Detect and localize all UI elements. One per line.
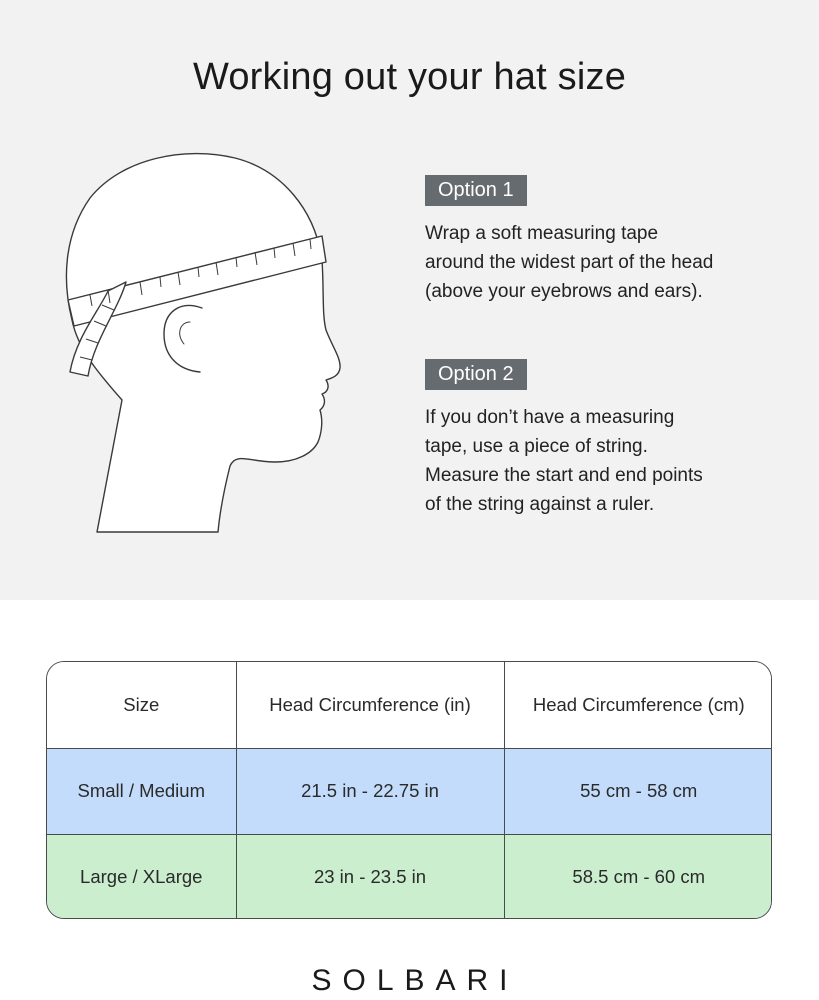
option-2-badge: Option 2 — [425, 359, 527, 390]
table-row-large-xlarge — [47, 834, 772, 919]
option-2-block — [425, 359, 785, 519]
size-chart-table — [46, 661, 772, 919]
cell-inches: 23 in - 23.5 in — [236, 834, 504, 919]
table-header-row — [47, 662, 772, 748]
cell-size: Small / Medium — [47, 748, 236, 834]
option-1-badge: Option 1 — [425, 175, 527, 206]
cell-cm: 58.5 cm - 60 cm — [504, 834, 772, 919]
head-measuring-tape-icon — [60, 150, 350, 540]
header-circumference-in: Head Circumference (in) — [236, 662, 504, 748]
cell-cm: 55 cm - 58 cm — [504, 748, 772, 834]
solbari-logo: SOLBARI — [311, 964, 519, 997]
option-1-text: Wrap a soft measuring tape around the widest part of the head (above your eyebrows and ears). — [425, 223, 714, 302]
cell-inches: 21.5 in - 22.75 in — [236, 748, 504, 834]
header-size: Size — [47, 662, 236, 748]
header-circumference-cm: Head Circumference (cm) — [504, 662, 772, 748]
option-1-block — [425, 175, 785, 306]
cell-size: Large / XLarge — [47, 834, 236, 919]
page-title: Working out your hat size — [192, 56, 627, 98]
option-2-text: If you don’t have a measuring tape, use a piece of string. Measure the start and end points of the string against a ruler. — [425, 407, 703, 515]
table-row-small-medium — [47, 748, 772, 834]
size-table — [47, 662, 772, 919]
